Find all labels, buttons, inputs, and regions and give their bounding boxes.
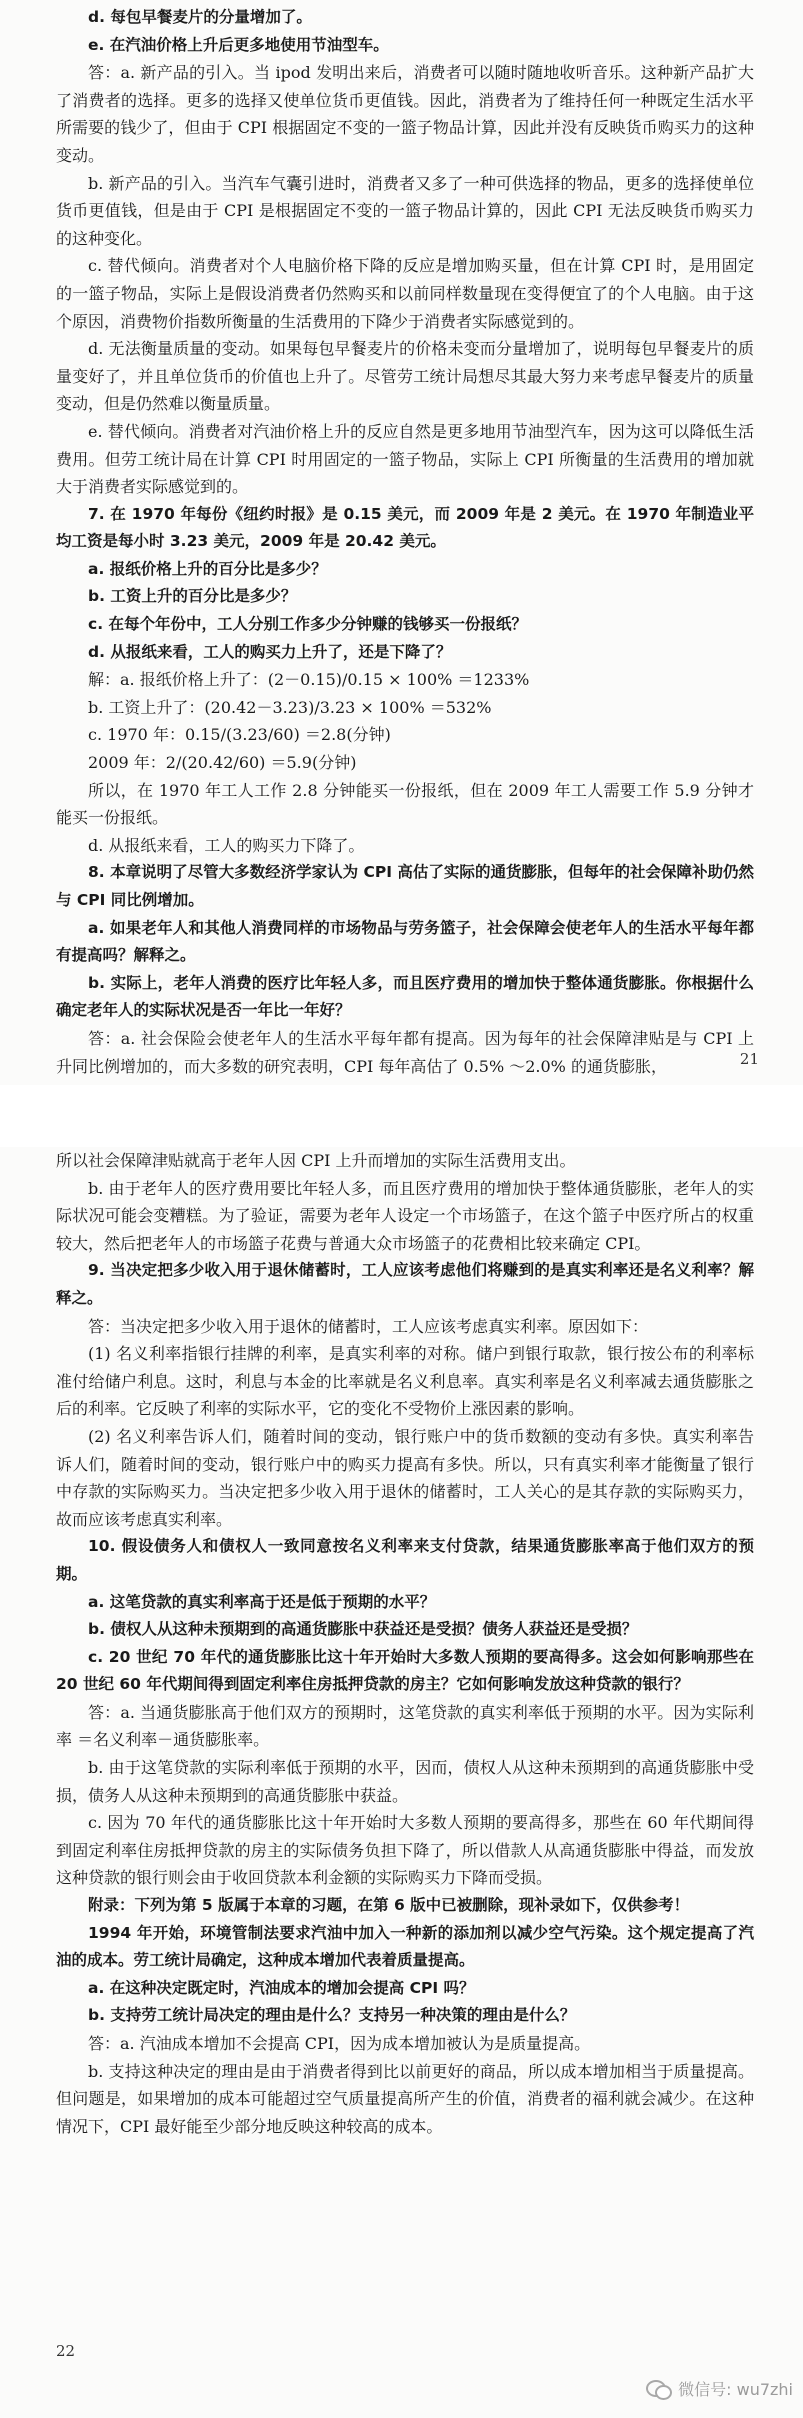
answer-paragraph: b. 由于老年人的医疗费用要比年轻人多，而且医疗费用的增加快于整体通货膨胀，老年人的实际状况可能会变糟糕。为了验证，需要为老年人设定一个市场篮子，在这个篮子中医疗所占的权重较大，然后把老年人的市场篮子花费与普通大众市场篮子的花费相比较来确定 CPI。 (56, 1178, 754, 1253)
question-paragraph: c. 20 世纪 70 年代的通货膨胀比这十年开始时大多数人预期的要高得多。这会如何影响那些在 20 世纪 60 年代期间得到固定利率住房抵押贷款的房主？它如何影响发放这种贷款的银行？ (56, 1647, 754, 1694)
page-number: 21 (739, 1050, 759, 1068)
question-paragraph: b. 实际上，老年人消费的医疗比年轻人多，而且医疗费用的增加快于整体通货膨胀。你根据什么确定老年人的实际状况是否一年比一年好？ (56, 973, 754, 1020)
question-paragraph: 1994 年开始，环境管制法要求汽油中加入一种新的添加剂以减少空气污染。这个规定提高了汽油的成本。劳工统计局确定，这种成本增加代表着质量提高。 (56, 1923, 754, 1970)
answer-paragraph: (1) 名义利率指银行挂牌的利率，是真实利率的对称。储户到银行取款，银行按公布的利率标准付给储户利息。这时，利息与本金的比率就是名义利息率。真实利率是名义利率减去通货膨胀之后的利率。它反映了利率的实际水平，它的变化不受物价上涨因素的影响。 (56, 1344, 754, 1419)
question-paragraph: a. 在这种决定既定时，汽油成本的增加会提高 CPI 吗？ (88, 1978, 475, 1997)
page-22-text (56, 1147, 754, 2140)
question-paragraph: 7. 在 1970 年每份《纽约时报》是 0.15 美元，而 2009 年是 2 美元。在 1970 年制造业平均工资是每小时 3.23 美元，2009 年是 20.42 美元。 (56, 504, 754, 551)
page-22 (0, 1147, 803, 2418)
question-paragraph: d. 从报纸来看，工人的购买力上升了，还是下降了？ (88, 642, 452, 661)
answer-paragraph: b. 新产品的引入。当汽车气囊引进时，消费者又多了一种可供选择的物品，更多的选择使单位货币更值钱，但是由于 CPI 是根据固定不变的一篮子物品计算的，因此 CPI 无法反映货币购买力的这种变化。 (56, 173, 754, 248)
page-21-text (56, 4, 754, 1080)
answer-paragraph: b. 工资上升了：(20.42－3.23)/3.23 × 100% ＝532% (88, 697, 492, 717)
wechat-icon (646, 2378, 672, 2400)
question-paragraph: b. 支持劳工统计局决定的理由是什么？支持另一种决策的理由是什么？ (88, 2006, 576, 2025)
question-paragraph: d. 每包早餐麦片的分量增加了。 (88, 8, 312, 26)
wechat-watermark (646, 2377, 793, 2400)
answer-paragraph: 所以社会保障津贴就高于老年人因 CPI 上升而增加的实际生活费用支出。 (56, 1151, 576, 1170)
answer-paragraph: c. 因为 70 年代的通货膨胀比这十年开始时大多数人预期的要高得多，那些在 60 年代期间得到固定利率住房抵押贷款的房主的实际债务负担下降了，所以借款人从高通货膨胀中得益，而发放这种贷款的银行则会由于收回贷款本利金额的实际购买力下降而受损。 (56, 1813, 754, 1888)
watermark-text: 微信号: wu7zhi (678, 2380, 793, 2399)
answer-paragraph: b. 由于这笔贷款的实际利率低于预期的水平，因而，债权人从这种未预期到的高通货膨胀中受损，债务人从这种未预期到的高通货膨胀中获益。 (56, 1758, 754, 1805)
question-paragraph: b. 债权人从这种未预期到的高通货膨胀中获益还是受损？债务人获益还是受损？ (88, 1620, 638, 1639)
answer-paragraph: 答：a. 社会保险会使老年人的生活水平每年都有提高。因为每年的社会保障津贴是与 CPI 上升同比例增加的，而大多数的研究表明，CPI 每年高估了 0.5% ～2.0% 的通货膨胀， (56, 1028, 754, 1076)
page-number: 22 (56, 2342, 76, 2360)
question-paragraph: 附录：下列为第 5 版属于本章的习题，在第 6 版中已被删除，现补录如下，仅供参考！ (88, 1896, 690, 1915)
answer-paragraph: d. 无法衡量质量的变动。如果每包早餐麦片的价格未变而分量增加了，说明每包早餐麦片的质量变好了，并且单位货币的价值也上升了。尽管劳工统计局想尽其最大努力来考虑早餐麦片的质量变动，但是仍然难以衡量质量。 (56, 339, 754, 414)
answer-paragraph: 所以，在 1970 年工人工作 2.8 分钟能买一份报纸，但在 2009 年工人需要工作 5.9 分钟才能买一份报纸。 (56, 780, 754, 828)
question-paragraph: a. 报纸价格上升的百分比是多少？ (88, 559, 327, 578)
answer-paragraph: 答：当决定把多少收入用于退休的储蓄时，工人应该考虑真实利率。原因如下： (88, 1316, 649, 1336)
answer-paragraph: 答：a. 当通货膨胀高于他们双方的预期时，这笔贷款的真实利率低于预期的水平。因为实际利率 ＝名义利率－通货膨胀率。 (56, 1702, 754, 1750)
answer-paragraph: 2009 年：2/(20.42/60) ＝5.9(分钟) (88, 753, 357, 773)
question-paragraph: 10. 假设债务人和债权人一致同意按名义利率来支付贷款，结果通货膨胀率高于他们双方的预期。 (56, 1537, 754, 1583)
answer-paragraph: b. 支持这种决定的理由是由于消费者得到比以前更好的商品，所以成本增加相当于质量提高。但问题是，如果增加的成本可能超过空气质量提高所产生的价值，消费者的福利就会减少。在这种情况下，CPI 最好能至少部分地反映这种较高的成本。 (56, 2061, 754, 2136)
question-paragraph: b. 工资上升的百分比是多少？ (88, 587, 297, 606)
answer-paragraph: d. 从报纸来看，工人的购买力下降了。 (88, 835, 365, 855)
page-21 (0, 0, 803, 1085)
question-paragraph: a. 如果老年人和其他人消费同样的市场物品与劳务篮子，社会保障会使老年人的生活水平每年都有提高吗？解释之。 (56, 918, 754, 965)
page-gap (0, 1085, 803, 1147)
answer-paragraph: 答：a. 新产品的引入。当 ipod 发明出来后，消费者可以随时随地收听音乐。这种新产品扩大了消费者的选择。更多的选择又使单位货币更值钱。因此，消费者为了维持任何一种既定生活水平所需要的钱少了，但由于 CPI 根据固定不变的一篮子物品计算，因此并没有反映货币购买力的这种变动。 (56, 63, 754, 165)
answer-paragraph: e. 替代倾向。消费者对汽油价格上升的反应自然是更多地用节油型汽车，因为这可以降低生活费用。但劳工统计局在计算 CPI 时用固定的一篮子物品，实际上 CPI 所衡量的生活费用的增加就大于消费者实际感觉到的。 (56, 421, 754, 497)
question-paragraph: 8. 本章说明了尽管大多数经济学家认为 CPI 高估了实际的通货膨胀，但每年的社会保障补助仍然与 CPI 同比例增加。 (56, 863, 754, 909)
answer-paragraph: (2) 名义利率告诉人们，随着时间的变动，银行账户中的货币数额的变动有多快。真实利率告诉人们，随着时间的变动，银行账户中的购买力提高有多快。所以，只有真实利率才能衡量了银行中存款的实际购买力。当决定把多少收入用于退休的储蓄时，工人关心的是其存款的实际购买力，故而应该考虑真实利率。 (56, 1426, 754, 1529)
answer-paragraph: c. 1970 年：0.15/(3.23/60) ＝2.8(分钟) (88, 725, 391, 745)
answer-paragraph: 解：a. 报纸价格上升了：(2－0.15)/0.15 × 100% ＝1233% (88, 670, 530, 690)
question-paragraph: 9. 当决定把多少收入用于退休储蓄时，工人应该考虑他们将赚到的是真实利率还是名义利率？解释之。 (56, 1261, 754, 1307)
answer-paragraph: c. 替代倾向。消费者对个人电脑价格下降的反应是增加购买量，但在计算 CPI 时，是用固定的一篮子物品，实际上是假设消费者仍然购买和以前同样数量现在变得便宜了的个人电脑。由于这个原因，消费物价指数所衡量的生活费用的下降少于消费者实际感觉到的。 (56, 256, 754, 331)
question-paragraph: c. 在每个年份中，工人分别工作多少分钟赚的钱够买一份报纸？ (88, 615, 527, 634)
question-paragraph: e. 在汽油价格上升后更多地使用节油型车。 (88, 35, 389, 54)
answer-paragraph: 答：a. 汽油成本增加不会提高 CPI，因为成本增加被认为是质量提高。 (88, 2034, 591, 2053)
question-paragraph: a. 这笔贷款的真实利率高于还是低于预期的水平？ (88, 1592, 436, 1611)
